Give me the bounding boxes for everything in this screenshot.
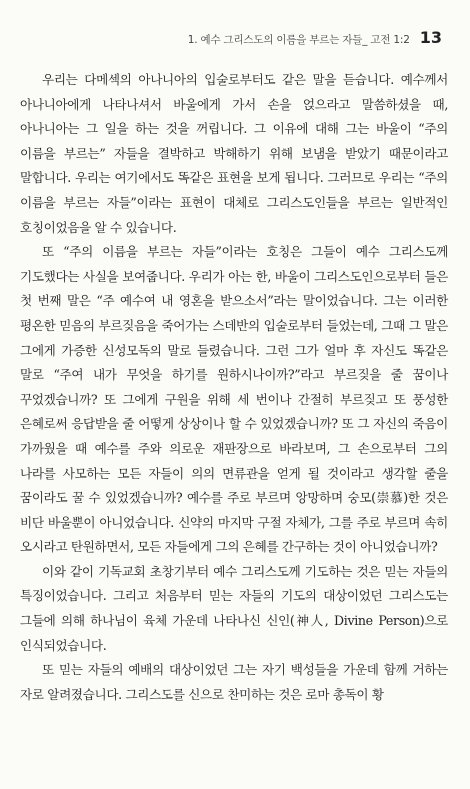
page-header [188,28,442,47]
page-number: 13 [419,28,442,47]
paragraph: 또 믿는 자들의 예배의 대상이었던 그는 자기 백성들을 가운데 함께 거하는 자로 알려졌습니다. 그리스도를 신으로 찬미하는 것은 로마 총독이 황 [20,662,448,702]
paragraph: 이와 같이 기독교회 초창기부터 예수 그리스도께 기도하는 것은 믿는 자들의 특징이었습니다. 그리고 처음부터 믿는 자들의 기도의 대상이었던 그리스도는 그들에 의해 하나님이 육체 가운데 나타나신 신인(神人, Divine Person)으로 인식되었습니다. [20,563,448,653]
paragraph: 우리는 다메섹의 아나니아의 입술로부터도 같은 말을 듣습니다. 예수께서 아나니아에게 나타나셔서 바울에게 가서 손을 얹으라고 말씀하셨을 때, 아나니아는 그 일을 하는 것을 꺼립니다. 그 이유에 대해 그는 바울이 “주의 이름을 부르는” 자들을 결박하고 박해하기 위해 보냄을 받았기 때문이라고 말합니다. 우리는 여기에서도 똑같은 표현을 보게 됩니다. 그러므로 우리는 “주의 이름을 부르는 자들”이라는 표현이 대체로 그리스도인들을 부르는 일반적인 호칭이었음을 알 수 있습니다. [20,72,448,235]
paragraph: 또 “주의 이름을 부르는 자들”이라는 호칭은 그들이 예수 그리스도께 기도했다는 사실을 보여줍니다. 우리가 아는 한, 바울이 그리스도인으로부터 들은 첫 번째 말은 “주 예수여 내 영혼을 받으소서”라는 말이었습니다. 그는 이러한 평온한 믿음의 부르짖음을 죽어가는 스데반의 입술로부터 들었는데, 그때 그 말은 그에게 가증한 신성모독의 말로 들렸습니다. 그런 그가 얼마 후 자신도 똑같은 말로 “주여 내가 무엇을 하기를 원하시나이까?”라고 부르짖을 줄 꿈이나 꾸었겠습니까? 또 그에게 구원을 위해 세 번이나 간절히 부르짖고 또 풍성한 은혜로써 응답받을 줄 어떻게 상상이나 할 수 있었겠습니까? 또 그 자신의 죽음이 가까웠을 때 예수를 주와 의로운 재판장으로 바라보며, 그 손으로부터 그의 나라를 사모하는 모든 자들이 의의 면류관을 얻게 될 것이라고 생각할 줄을 꿈이라도 꿀 수 있었겠습니까? 예수를 주로 부르며 앙망하며 숭모(崇慕)한 것은 비단 바울뿐이 아니었습니다. 신약의 마지막 구절 자체가, 그를 주로 부르며 속히 오시라고 탄원하면서, 모든 자들에게 그의 은혜를 간구하는 것이 아니었습니까? [20,244,448,555]
body-text [20,68,448,707]
running-title: 1. 예수 그리스도의 이름을 부르는 자들_ 고전 1:2 [187,34,410,46]
page-bottom-edge [0,775,470,789]
